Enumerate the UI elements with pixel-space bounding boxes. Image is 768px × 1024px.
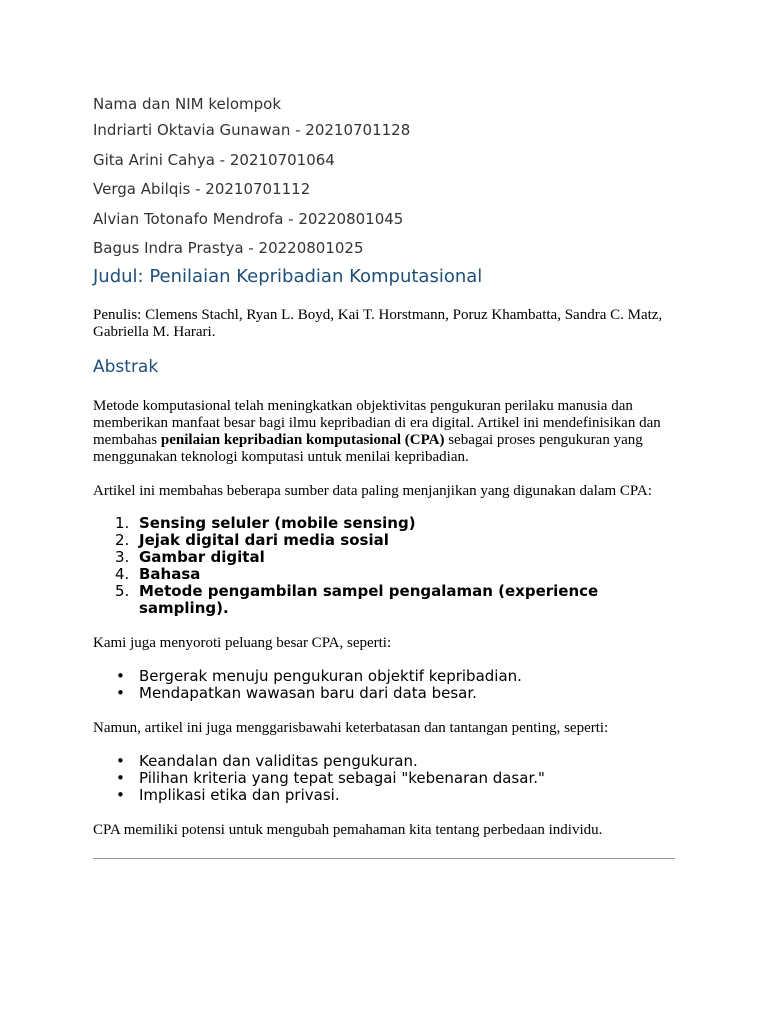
member-item: Verga Abilqis - 20210701112 bbox=[93, 180, 311, 198]
list-item-text: Metode pengambilan sampel pengalaman (experience sampling). bbox=[139, 582, 599, 617]
abstract-paragraph-2: Artikel ini membahas beberapa sumber data paling menjanjikan yang digunakan dalam CPA: bbox=[93, 483, 652, 499]
list-item bbox=[93, 583, 673, 617]
abstract-paragraph-4: Namun, artikel ini juga menggarisbawahi keterbatasan dan tantangan penting, seperti: bbox=[93, 720, 609, 736]
horizontal-divider bbox=[93, 858, 675, 859]
list-item: • Mendapatkan wawasan baru dari data besar. bbox=[93, 685, 673, 702]
abstract-paragraph-5: CPA memiliki potensi untuk mengubah pemahaman kita tentang perbedaan individu. bbox=[93, 822, 603, 838]
list-item-text: Bahasa bbox=[139, 565, 201, 583]
member-item: Indriarti Oktavia Gunawan - 20210701128 bbox=[93, 121, 411, 139]
limitations-list bbox=[93, 753, 673, 804]
list-item: • Pilihan kriteria yang tepat sebagai "kebenaran dasar." bbox=[93, 770, 673, 787]
cpa-term: penilaian kepribadian komputasional (CPA) bbox=[160, 432, 445, 448]
list-number: 4. bbox=[115, 565, 130, 583]
abstract-paragraph-1 bbox=[93, 398, 678, 466]
member-item: Gita Arini Cahya - 20210701064 bbox=[93, 150, 335, 169]
abstract-paragraph-3: Kami juga menyoroti peluang besar CPA, seperti: bbox=[93, 635, 392, 651]
data-sources-list bbox=[93, 515, 673, 617]
paragraph-text: sebagai proses pengukuran yang menggunakan teknologi komputasi untuk menilai kepribadian. bbox=[93, 432, 643, 465]
list-item: • Keandalan dan validitas pengukuran. bbox=[93, 753, 673, 770]
list-item-text: Gambar digital bbox=[139, 548, 265, 566]
list-number: 1. bbox=[115, 514, 130, 532]
member-item: Bagus Indra Prastya - 20220801025 bbox=[93, 239, 364, 257]
list-item-text: Jejak digital dari media sosial bbox=[139, 531, 389, 549]
member-list bbox=[93, 120, 410, 268]
list-item-text: Sensing seluler (mobile sensing) bbox=[139, 514, 416, 532]
list-item bbox=[93, 549, 673, 566]
list-number: 3. bbox=[115, 548, 130, 566]
list-number: 5. bbox=[115, 582, 130, 600]
opportunities-list bbox=[93, 668, 673, 702]
abstract-heading: Abstrak bbox=[93, 357, 159, 377]
group-title: Nama dan NIM kelompok bbox=[93, 95, 282, 113]
list-number: 2. bbox=[115, 531, 130, 549]
member-item: Alvian Totonafo Mendrofa - 20220801045 bbox=[93, 209, 404, 228]
list-item bbox=[93, 566, 673, 583]
list-item bbox=[93, 515, 673, 532]
article-authors: Penulis: Clemens Stachl, Ryan L. Boyd, Kai T. Horstmann, Poruz Khambatta, Sandra C. Matz, Gabriella M. Harari. bbox=[93, 307, 663, 340]
paragraph-text: Metode komputasional telah meningkatkan objektivitas pengukuran perilaku manusia dan memberikan manfaat besar bagi ilmu kepribadian di era digital. Artikel ini mendefinisikan dan membahas bbox=[93, 398, 661, 448]
article-title: Judul: Penilaian Kepribadian Komputasional bbox=[93, 266, 483, 287]
list-item bbox=[93, 532, 673, 549]
list-item: • Implikasi etika dan privasi. bbox=[93, 787, 673, 804]
list-item: • Bergerak menuju pengukuran objektif kepribadian. bbox=[93, 668, 673, 685]
